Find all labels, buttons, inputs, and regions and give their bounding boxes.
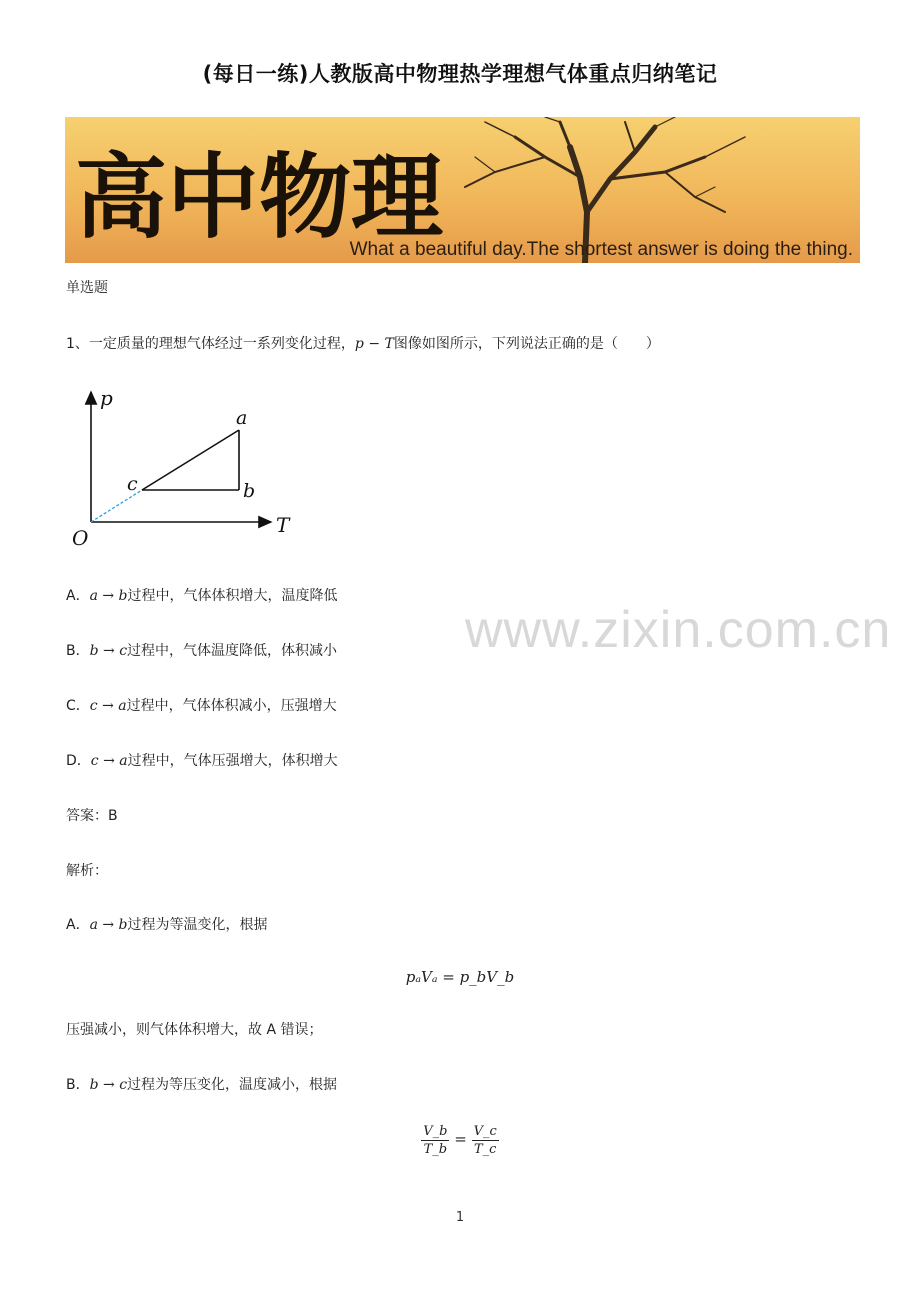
label-c: c bbox=[127, 473, 138, 495]
question-text-start: 一定质量的理想气体经过一系列变化过程， bbox=[88, 336, 355, 352]
option-d[interactable] bbox=[66, 750, 338, 770]
option-a[interactable] bbox=[66, 585, 338, 605]
analysis-label: 解析： bbox=[66, 863, 108, 879]
question-text-end: 图像如图所示，下列说法正确的是（ ） bbox=[393, 336, 660, 352]
page-number: 1 bbox=[455, 1210, 465, 1225]
label-a: a bbox=[236, 407, 248, 429]
equation-1-right: p_bV_b bbox=[459, 968, 515, 986]
option-a-math: a → b bbox=[89, 588, 128, 604]
analysis-b-math: b → c bbox=[89, 1077, 128, 1093]
fraction-right-denominator: T_c bbox=[473, 1142, 497, 1157]
label-t: T bbox=[276, 513, 290, 537]
option-c-math: c → a bbox=[89, 698, 127, 714]
answer-line: 答案：B bbox=[66, 808, 118, 824]
option-c[interactable] bbox=[66, 695, 337, 715]
option-d-text: 过程中，气体压强增大，体积增大 bbox=[127, 753, 338, 769]
question-number: 1、 bbox=[66, 336, 89, 352]
analysis-a bbox=[66, 914, 268, 934]
analysis-b-text: 过程为等压变化，温度减小，根据 bbox=[127, 1077, 338, 1093]
fraction-right-numerator: V_c bbox=[473, 1124, 497, 1139]
option-a-text: 过程中，气体体积增大，温度降低 bbox=[127, 588, 338, 604]
analysis-b bbox=[66, 1074, 337, 1094]
option-b-key: B． bbox=[66, 643, 90, 659]
option-d-key: D． bbox=[66, 753, 91, 769]
option-b-text: 过程中，气体温度降低，体积减小 bbox=[127, 643, 338, 659]
fraction-left bbox=[421, 1124, 449, 1157]
option-d-math: c → a bbox=[90, 753, 128, 769]
p-t-diagram bbox=[66, 380, 306, 555]
label-b: b bbox=[243, 480, 256, 502]
analysis-b-key: B． bbox=[66, 1077, 90, 1093]
equation-isothermal bbox=[0, 968, 920, 986]
analysis-a-key: A． bbox=[66, 917, 90, 933]
analysis-a-text: 过程为等温变化，根据 bbox=[127, 917, 268, 933]
banner-image bbox=[65, 117, 860, 263]
analysis-a-math: a → b bbox=[89, 917, 128, 933]
equation-1-left: pₐVₐ bbox=[405, 968, 438, 986]
fraction-right bbox=[472, 1124, 499, 1157]
document-title: (每日一练)人教版高中物理热学理想气体重点归纳笔记 bbox=[202, 62, 718, 86]
section-label: 单选题 bbox=[66, 280, 108, 296]
equation-1-equals: = bbox=[437, 968, 460, 986]
option-c-key: C． bbox=[66, 698, 90, 714]
analysis-a-conclusion: 压强减小，则气体体积增大，故 A 错误； bbox=[66, 1022, 323, 1038]
equation-isobaric bbox=[0, 1124, 920, 1157]
fraction-left-numerator: V_b bbox=[423, 1124, 448, 1139]
label-origin: O bbox=[72, 526, 89, 550]
banner-slogan: What a beautiful day.The shortest answer is doing the thing. bbox=[349, 239, 853, 260]
option-c-text: 过程中，气体体积减小，压强增大 bbox=[126, 698, 337, 714]
banner-heading: 高中物理 bbox=[75, 143, 444, 251]
fraction-left-denominator: T_b bbox=[423, 1142, 448, 1157]
question-math: p − T bbox=[354, 336, 394, 352]
question-stem bbox=[66, 333, 660, 353]
option-a-key: A． bbox=[66, 588, 90, 604]
watermark: www.zixin.com.cn bbox=[465, 601, 892, 659]
option-b-math: b → c bbox=[89, 643, 128, 659]
option-b[interactable] bbox=[66, 640, 337, 660]
line-ca bbox=[142, 430, 239, 490]
equation-2-equals: = bbox=[449, 1130, 472, 1148]
label-p: p bbox=[100, 386, 113, 410]
